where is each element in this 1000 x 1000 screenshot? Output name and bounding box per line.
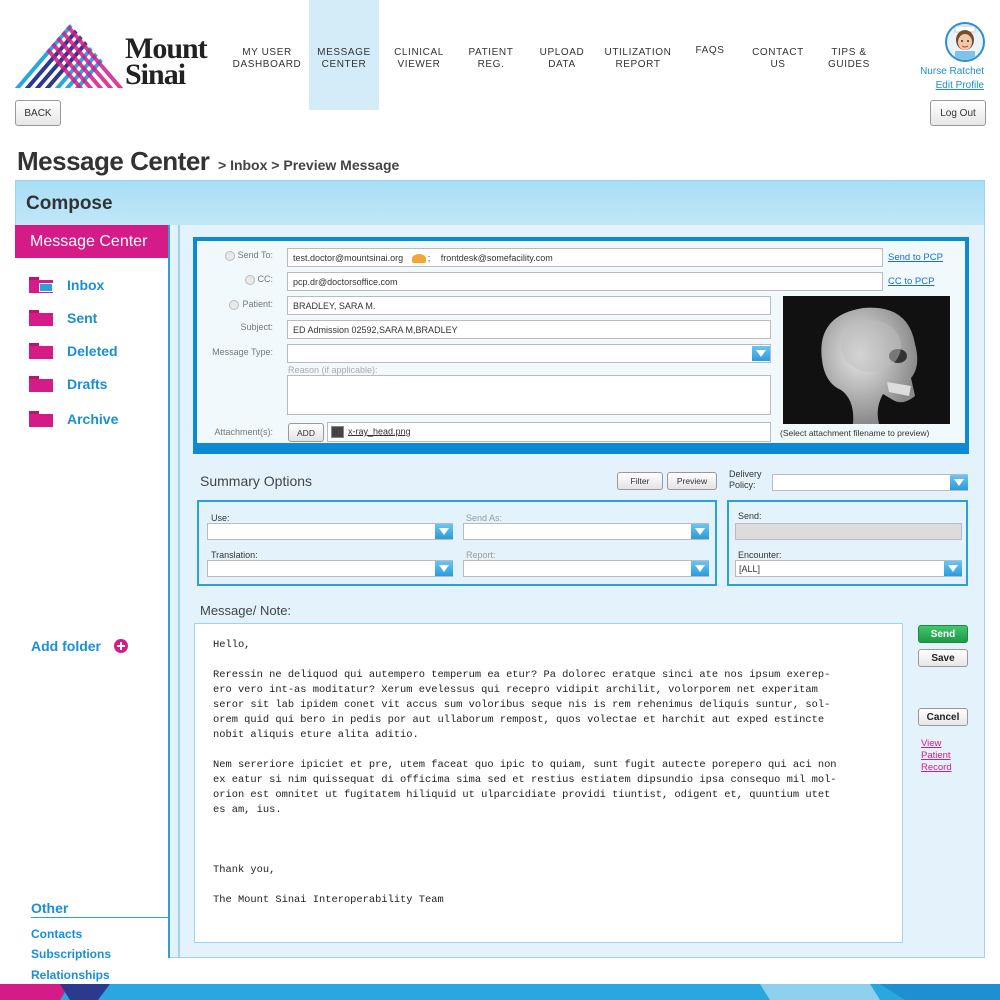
brand-name — [125, 32, 207, 91]
sidebar-link-subscriptions[interactable]: Subscriptions — [31, 947, 112, 961]
nav-utilization-report[interactable] — [601, 0, 675, 110]
cancel-button[interactable]: Cancel — [918, 708, 968, 726]
report-select[interactable] — [463, 560, 709, 577]
sidebar-link-contacts[interactable]: Contacts — [31, 927, 83, 941]
sidebar-item-inbox[interactable] — [29, 275, 104, 295]
message-body-textarea[interactable]: Hello, Reressin ne deliquod qui autempero temperum ea etur? Pa dolorec eratque sinci ate nos ipsum exerep- ero vero int-as moditatur? Xerum evelessus qui recepro vidipit archilit, volorporem net experitam seror sit lab ipidem conet vit accus sum voloribus seque nis is rem rehenimus deliquis suntur, sol- orem quid qui bero in pedis por aut ullaborum rempost, quos volectae et harchit aut exped estincte nobit aliquis eture alita aditio. Nem sereriore ipiciet et pre, utem faceat quo ipic to quiam, sunt fugit autecte porepero qui aci non ex eatur si nim quissequat di officima sima sed et restius estiatem dipsundio ipsa consequo mil mol- orion est omnitet ut fugitatem hiliquid ut ulparcidiate providi tiuntist, odigent et, quuntium utet es am, ius. Thank you, The Mount Sinai Interoperability Team — [194, 623, 903, 943]
folder-icon — [29, 411, 53, 427]
cc-label — [207, 274, 273, 285]
send-as-label: Send As: — [466, 513, 503, 523]
chevron-down-icon[interactable] — [691, 561, 709, 576]
footer-decoration — [0, 984, 1000, 1000]
attachment-preview-image — [783, 296, 950, 424]
sidebar-item-label: Inbox — [67, 277, 105, 293]
encounter-label: Encounter: — [738, 550, 782, 560]
cc-label-text: CC: — [257, 274, 273, 284]
patient-label — [207, 299, 273, 310]
compose-form-inner — [197, 241, 965, 443]
save-button[interactable]: Save — [918, 649, 968, 667]
send-to-label-text: Send To: — [237, 250, 273, 260]
chevron-down-icon[interactable] — [435, 524, 453, 539]
inbox-folder-icon — [29, 277, 53, 293]
nav-my-user-dashboard[interactable] — [225, 0, 309, 110]
message-note-label: Message/ Note: — [200, 603, 292, 618]
send-field — [735, 523, 962, 540]
folder-icon — [29, 310, 53, 326]
user-avatar[interactable] — [945, 22, 985, 62]
user-name: Nurse Ratchet — [920, 66, 984, 77]
nav-label: PATIENT REG. — [468, 47, 514, 70]
sidebar-item-archive[interactable] — [29, 409, 118, 429]
nav-label: MESSAGE CENTER — [317, 47, 371, 70]
nav-label: UPLOAD DATA — [539, 47, 585, 70]
send-to-pcp-link[interactable]: Send to PCP — [888, 252, 943, 263]
attachment-filename[interactable]: x-ray_head.png — [348, 426, 411, 437]
send-to-field[interactable] — [287, 248, 883, 267]
page-title: Message Center — [17, 146, 210, 176]
sidebar-item-sent[interactable] — [29, 308, 97, 328]
attachment-list — [327, 422, 771, 442]
image-file-icon — [331, 426, 344, 438]
sidebar-item-label: Drafts — [67, 376, 108, 392]
footer-stripe — [0, 984, 1000, 1000]
attachments-label: Attachment(s): — [214, 427, 273, 437]
info-icon — [245, 275, 255, 285]
sidebar-divider — [178, 225, 180, 958]
message-type-label: Message Type: — [212, 347, 273, 357]
nav-faqs[interactable] — [675, 0, 745, 110]
encounter-options-box — [727, 500, 968, 586]
sidebar-header: Message Center — [15, 225, 168, 258]
chevron-down-icon[interactable] — [950, 475, 968, 490]
xray-skull-image — [783, 296, 950, 424]
brand-line-2: Sinai — [125, 58, 186, 91]
contact-icon[interactable] — [412, 254, 426, 263]
link-line: View — [921, 738, 942, 749]
use-select[interactable] — [207, 523, 453, 540]
report-label: Report: — [466, 550, 496, 560]
nav-patient-reg[interactable] — [459, 0, 523, 110]
nav-label: FAQS — [695, 45, 725, 56]
folder-icon — [29, 376, 53, 392]
encounter-select[interactable] — [735, 560, 962, 577]
add-folder-label: Add folder — [31, 638, 101, 654]
nav-label: CLINICAL VIEWER — [394, 47, 444, 70]
filter-button[interactable]: Filter — [617, 472, 663, 490]
view-patient-record-link[interactable] — [921, 738, 952, 774]
summary-options-box — [197, 500, 717, 586]
back-button[interactable]: BACK — [15, 100, 61, 126]
recipient-1: test.doctor@mountsinai.org — [293, 253, 404, 263]
delivery-policy-label: Delivery Policy: — [729, 469, 762, 490]
compose-form — [193, 237, 969, 454]
nav-message-center[interactable] — [309, 0, 379, 110]
sidebar-link-relationships[interactable]: Relationships — [31, 968, 110, 982]
breadcrumb[interactable]: > Inbox > Preview Message — [218, 157, 400, 173]
message-type-select[interactable] — [287, 344, 771, 363]
nav-upload-data[interactable] — [523, 0, 601, 110]
add-folder-button[interactable] — [31, 638, 129, 654]
brand-line-1: Mount — [125, 32, 207, 65]
cc-field[interactable]: pcp.dr@doctorsoffice.com — [287, 272, 883, 291]
nav-label: CONTACT US — [752, 47, 804, 70]
other-section-header: Other — [31, 900, 169, 918]
translation-label: Translation: — [211, 550, 258, 560]
nav-label: MY USER DASHBOARD — [232, 47, 302, 70]
nav-label: TIPS & GUIDES — [828, 47, 870, 70]
patient-label-text: Patient: — [242, 299, 273, 309]
info-icon — [229, 300, 239, 310]
sidebar-item-label: Sent — [67, 310, 98, 326]
nurse-avatar-icon — [947, 24, 983, 60]
chevron-down-icon[interactable] — [435, 561, 453, 576]
compose-header: Compose — [16, 181, 984, 225]
nav-label: UTILIZATION REPORT — [604, 47, 672, 70]
send-button[interactable]: Send — [918, 625, 968, 643]
folder-icon — [29, 343, 53, 359]
nav-tips-guides[interactable] — [811, 0, 887, 110]
recipient-2: frontdesk@somefacility.com — [440, 253, 553, 263]
plus-circle-icon — [113, 638, 129, 654]
subject-label: Subject: — [240, 322, 273, 332]
chevron-down-icon[interactable] — [752, 346, 770, 361]
translation-select[interactable] — [207, 560, 453, 577]
reason-placeholder: Reason (if applicable): — [288, 365, 378, 375]
summary-options-title: Summary Options — [200, 473, 313, 489]
cc-to-pcp-link[interactable]: CC to PCP — [888, 276, 935, 287]
send-to-label — [207, 250, 273, 261]
encounter-value: [ALL] — [739, 564, 761, 574]
chevron-down-icon[interactable] — [944, 561, 962, 576]
sidebar-item-label: Archive — [67, 411, 119, 427]
link-line: Patient — [921, 750, 951, 761]
sidebar-item-deleted[interactable] — [29, 341, 118, 361]
subject-field[interactable]: ED Admission 02592,SARA M,BRADLEY — [287, 320, 771, 339]
send-as-select[interactable] — [463, 523, 709, 540]
sidebar-item-label: Deleted — [67, 343, 118, 359]
delivery-policy-select[interactable] — [772, 474, 968, 491]
main-nav — [225, 0, 887, 110]
nav-contact-us[interactable] — [745, 0, 811, 110]
use-label: Use: — [211, 513, 230, 523]
edit-profile-link[interactable]: Edit Profile — [935, 80, 984, 91]
add-attachment-button[interactable]: ADD — [288, 423, 324, 442]
link-line: Record — [921, 762, 952, 773]
sidebar-item-drafts[interactable] — [29, 374, 107, 394]
preview-caption: (Select attachment filename to preview) — [780, 428, 930, 438]
reason-field[interactable] — [287, 375, 771, 415]
chevron-down-icon[interactable] — [691, 524, 709, 539]
recipient-separator: ; — [427, 253, 431, 263]
sidebar — [15, 225, 170, 982]
patient-field[interactable]: BRADLEY, SARA M. — [287, 296, 771, 315]
send-label: Send: — [738, 511, 762, 521]
logout-button[interactable]: Log Out — [930, 100, 986, 126]
nav-clinical-viewer[interactable] — [379, 0, 459, 110]
main-panel — [15, 180, 985, 982]
info-icon — [225, 251, 235, 261]
preview-button[interactable]: Preview — [667, 472, 717, 490]
logo-mark-icon — [14, 22, 126, 92]
